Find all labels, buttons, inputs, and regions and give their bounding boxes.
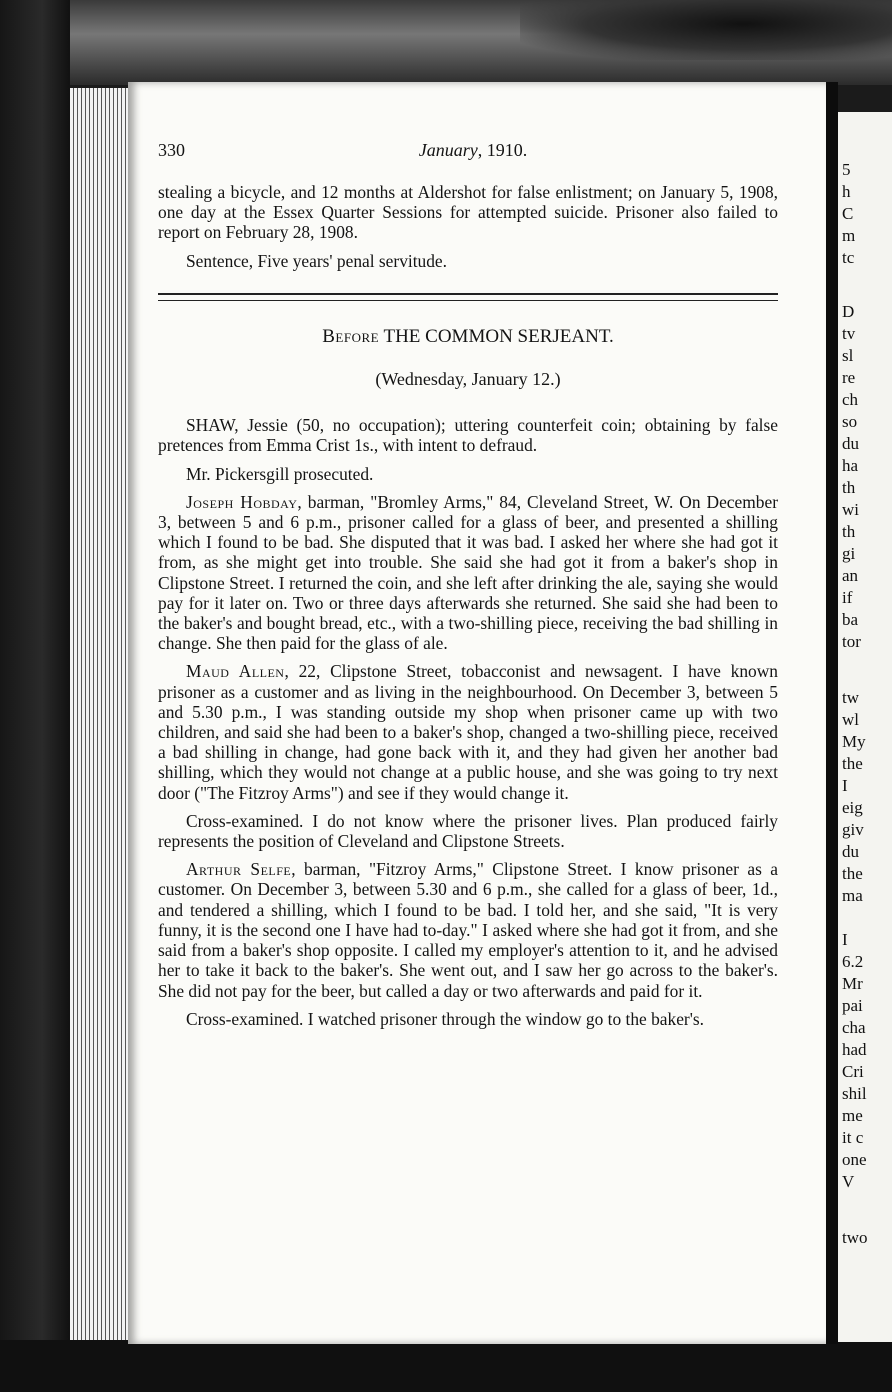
adjacent-page-fragment: D bbox=[842, 302, 855, 321]
testimony-text: , 22, Clipstone Street, tobacconist and newsagent. I have known prisoner as a customer and as living in the neighbourhood. On December 3, between 5 and 5.30 p.m., I was standing outside my shop when prisoner came up with two children, and said she had been to a baker's shop, changed a two-shilling piece, received a bad shilling in change, had gone back with it, and they had given her another bad shilling, which they would not change at a public house, and she was going to try next door ("The Fitzroy Arms") and see if they would change it. bbox=[158, 661, 778, 803]
testimony-paragraph bbox=[158, 661, 778, 802]
adjacent-page-fragment: sl bbox=[842, 346, 854, 365]
court-judge: THE COMMON SERJEANT. bbox=[383, 325, 614, 347]
adjacent-page-fragment: tor bbox=[842, 632, 861, 651]
witness-name: Maud Allen bbox=[186, 661, 285, 682]
adjacent-page-fragment: ha bbox=[842, 456, 859, 475]
running-head: January, 1910. bbox=[418, 140, 528, 160]
testimony-text: Cross-examined. I watched prisoner through the window go to the baker's. bbox=[186, 1008, 704, 1029]
running-head-year: 1910. bbox=[486, 140, 528, 160]
adjacent-page-fragment: the bbox=[842, 754, 863, 773]
witness-name: Arthur Selfe bbox=[186, 859, 292, 880]
adjacent-page-fragment: My bbox=[842, 732, 866, 751]
adjacent-page-fragment: me bbox=[842, 1106, 863, 1125]
adjacent-page-fragment: h bbox=[842, 182, 851, 201]
adjacent-page-fragment: eig bbox=[842, 798, 863, 817]
scan-bottom-background bbox=[0, 1340, 892, 1392]
scan-left-background bbox=[0, 0, 70, 1392]
court-before: Before bbox=[322, 325, 380, 347]
adjacent-page-fragment: an bbox=[842, 566, 859, 585]
adjacent-page-fragment: tv bbox=[842, 324, 856, 343]
cross-examination bbox=[158, 1009, 778, 1029]
page-number: 330 bbox=[158, 140, 185, 160]
adjacent-page-fragment: it c bbox=[842, 1128, 864, 1147]
adjacent-page-fragment: I bbox=[842, 930, 848, 949]
testimony-text: Cross-examined. I do not know where the prisoner lives. Plan produced fairly represents the position of Cleveland and Clipstone Streets. bbox=[158, 810, 778, 852]
adjacent-page-fragment: I bbox=[842, 776, 848, 795]
running-head-month: January bbox=[418, 140, 478, 160]
adjacent-page bbox=[838, 112, 892, 1342]
previous-case-sentence: Sentence, Five years' penal servitude. bbox=[186, 250, 448, 271]
testimony-paragraph bbox=[158, 859, 778, 1000]
witness-name: Joseph Hobday bbox=[186, 491, 298, 512]
page-header bbox=[158, 140, 778, 170]
adjacent-page-fragment: so bbox=[842, 412, 858, 431]
adjacent-page-fragment: 5 bbox=[842, 160, 851, 179]
adjacent-page-fragment: tw bbox=[842, 688, 859, 707]
adjacent-page-fragment: wl bbox=[842, 710, 859, 729]
adjacent-page-fragment: wi bbox=[842, 500, 859, 519]
adjacent-page-fragment: du bbox=[842, 842, 859, 861]
adjacent-page-fragment: giv bbox=[842, 820, 864, 839]
adjacent-page-fragment: th bbox=[842, 478, 856, 497]
previous-case-text: stealing a bicycle, and 12 months at Aldershot for false enlistment; on January 5, 1908, one day at the Essex Quarter Sessions for attempted suicide. Prisoner also failed to report on February 28, 1908. bbox=[158, 182, 778, 243]
adjacent-page-fragment: V bbox=[842, 1172, 855, 1191]
court-date: (Wednesday, January 12.) bbox=[375, 369, 561, 390]
adjacent-page-fragment: gi bbox=[842, 544, 856, 563]
adjacent-page-fragment: two bbox=[842, 1228, 868, 1247]
adjacent-page-fragment: ba bbox=[842, 610, 859, 629]
adjacent-page-fragment: tc bbox=[842, 248, 855, 267]
adjacent-page-fragment: one bbox=[842, 1150, 867, 1169]
adjacent-page-fragment: the bbox=[842, 864, 863, 883]
adjacent-page-fragment: shil bbox=[842, 1084, 867, 1103]
testimony-text: , barman, "Fitzroy Arms," Clipstone Street. I know prisoner as a customer. On December 3, between 5.30 and 6 p.m., she called for a glass of beer, 1d., and tendered a shilling, which I found to be bad. I told her, and she said, "It is very funny, it is the second one I have had to-day." I asked where she had got it from, and she said from a baker's shop opposite. I called my employer's attention to it, and he advised her to take it back to the baker's. She went out, and I saw her go across to the baker's. She did not pay for the beer, but called a day or two afterwards and paid for it. bbox=[158, 859, 778, 1001]
adjacent-page-fragment: C bbox=[842, 204, 854, 223]
testimony-paragraph bbox=[158, 492, 778, 654]
adjacent-page-fragment: m bbox=[842, 226, 856, 245]
section-divider bbox=[158, 293, 778, 301]
case-prosecution: Mr. Pickersgill prosecuted. bbox=[186, 463, 374, 484]
adjacent-page-fragment: Cri bbox=[842, 1062, 864, 1081]
case-charge: SHAW, Jessie (50, no occupation); uttering counterfeit coin; obtaining by false pretences from Emma Crist 1s., with intent to defraud. bbox=[158, 415, 778, 456]
book-gutter bbox=[826, 82, 838, 1344]
adjacent-page-fragment: pai bbox=[842, 996, 863, 1015]
cross-examination bbox=[158, 811, 778, 851]
adjacent-page-fragment: du bbox=[842, 434, 859, 453]
court-heading bbox=[158, 327, 778, 347]
adjacent-page-fragment: if bbox=[842, 588, 853, 607]
page-content bbox=[158, 140, 778, 1037]
adjacent-page-fragment: Mr bbox=[842, 974, 863, 993]
adjacent-page-fragment: th bbox=[842, 522, 856, 541]
adjacent-page-fragment: ma bbox=[842, 886, 863, 905]
adjacent-page-fragment: cha bbox=[842, 1018, 866, 1037]
adjacent-page-fragment: ch bbox=[842, 390, 859, 409]
testimony-text: , barman, "Bromley Arms," 84, Cleveland Street, W. On December 3, between 5 and 6 p.m., prisoner called for a glass of beer, and presented a shilling which I found to be bad. She disputed that it was bad. I asked her where she had got it from, as she might get into trouble. She said she had got it from a baker's shop in Clipstone Street. I returned the coin, and she left after drinking the ale, saying she would pay for it later on. Two or three days afterwards she returned. She said she had been to the baker's and bought bread, etc., with a two-shilling piece, receiving the bad shilling in change. She then paid for the glass of ale. bbox=[158, 491, 778, 654]
adjacent-page-fragment: re bbox=[842, 368, 856, 387]
scan-top-shadow bbox=[520, 0, 892, 60]
adjacent-page-fragment: had bbox=[842, 1040, 867, 1059]
book-page-edges bbox=[70, 88, 130, 1340]
adjacent-page-fragment: 6.2 bbox=[842, 952, 864, 971]
